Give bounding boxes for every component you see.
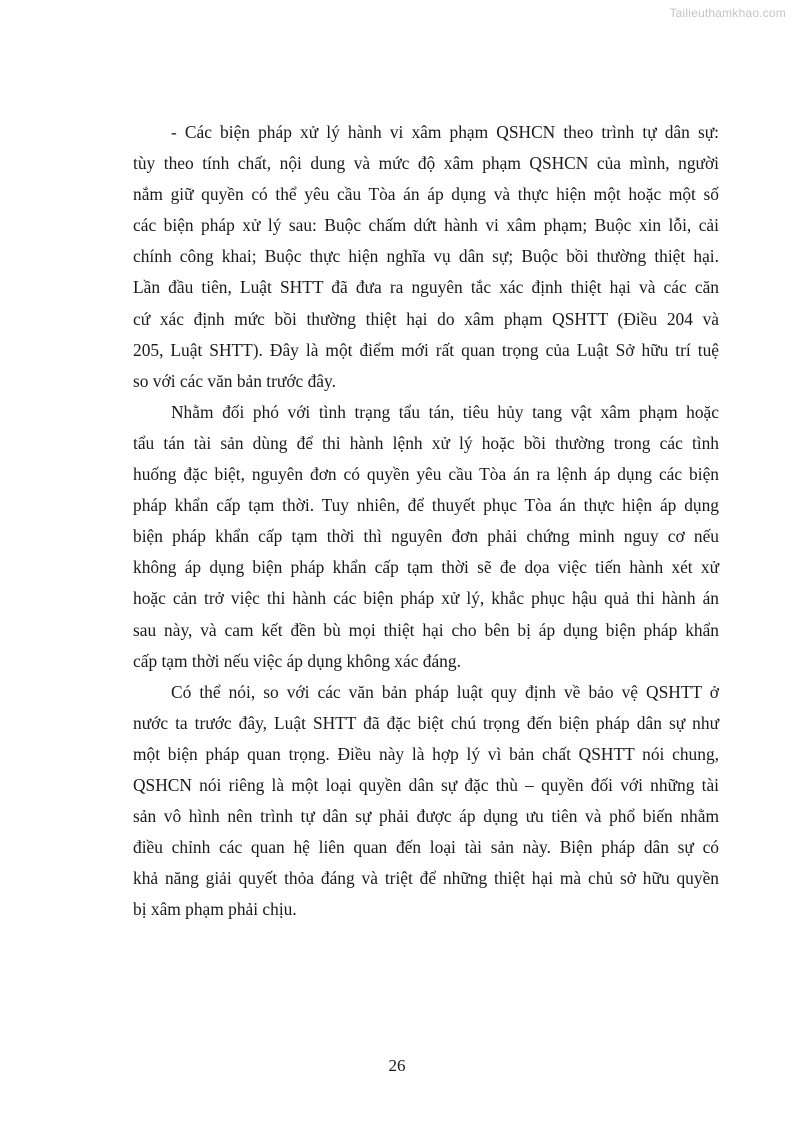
text-line: khả năng giải quyết thỏa đáng và triệt để những thiệt hại mà chủ sở hữu quyền — [133, 868, 719, 889]
text-line: cấp tạm thời nếu việc áp dụng không xác đáng. — [133, 650, 461, 671]
text-line: sản vô hình nên trình tự dân sự phải được áp dụng ưu tiên và phổ biến nhằm — [133, 806, 719, 827]
text-line: tẩu tán tài sản dùng để thi hành lệnh xử lý hoặc bồi thường trong các tình — [133, 432, 719, 453]
page-body — [133, 117, 719, 925]
text-line: QSHCN nói riêng là một loại quyền dân sự đặc thù – quyền đối với những tài — [133, 774, 719, 795]
text-line: các biện pháp xử lý sau: Buộc chấm dứt hành vi xâm phạm; Buộc xin lỗi, cải — [133, 215, 719, 236]
text-line: huống đặc biệt, nguyên đơn có quyền yêu cầu Tòa án ra lệnh áp dụng các biện — [133, 464, 719, 485]
text-line: không áp dụng biện pháp khẩn cấp tạm thời sẽ đe dọa việc tiến hành xét xử — [133, 557, 719, 578]
text-line: điều chỉnh các quan hệ liên quan đến loại tài sản này. Biện pháp dân sự có — [133, 837, 719, 858]
paragraph-conclusion — [133, 677, 719, 926]
text-line: Lần đầu tiên, Luật SHTT đã đưa ra nguyên tắc xác định thiệt hại và các căn — [133, 277, 719, 298]
text-line: Nhằm đối phó với tình trạng tẩu tán, tiêu hủy tang vật xâm phạm hoặc — [171, 401, 719, 422]
text-line: hoặc cản trở việc thi hành các biện pháp xử lý, khắc phục hậu quả thi hành án — [133, 588, 719, 609]
text-line: cứ xác định mức bồi thường thiệt hại do xâm phạm QSHTT (Điều 204 và — [133, 308, 719, 329]
page-number: 26 — [388, 1056, 406, 1075]
text-line: bị xâm phạm phải chịu. — [133, 899, 297, 920]
paragraph-civil-measures — [133, 117, 719, 397]
watermark: Tailieuthamkhao.com — [669, 6, 786, 20]
text-line: sau này, và cam kết đền bù mọi thiệt hại cho bên bị áp dụng biện pháp khẩn — [133, 619, 719, 640]
text-line: biện pháp khẩn cấp tạm thời thì nguyên đơn phải chứng minh nguy cơ nếu — [133, 526, 719, 547]
paragraph-provisional-measures — [133, 397, 719, 677]
text-line: - Các biện pháp xử lý hành vi xâm phạm QSHCN theo trình tự dân sự: — [171, 122, 719, 142]
text-line: nước ta trước đây, Luật SHTT đã đặc biệt chú trọng đến biện pháp dân sự như — [133, 712, 719, 733]
text-line: pháp khẩn cấp tạm thời. Tuy nhiên, để thuyết phục Tòa án thực hiện áp dụng — [133, 495, 719, 516]
text-line: chính công khai; Buộc thực hiện nghĩa vụ dân sự; Buộc bồi thường thiệt hại. — [133, 246, 719, 267]
text-line: nắm giữ quyền có thể yêu cầu Tòa án áp dụng và thực hiện một hoặc một số — [133, 184, 719, 205]
text-line: tùy theo tính chất, nội dung và mức độ xâm phạm QSHCN của mình, người — [133, 153, 719, 174]
text-line: một biện pháp quan trọng. Điều này là hợp lý vì bản chất QSHTT nói chung, — [133, 743, 719, 764]
text-line: Có thể nói, so với các văn bản pháp luật quy định về bảo vệ QSHTT ở — [171, 681, 719, 702]
text-line: so với các văn bản trước đây. — [133, 370, 336, 391]
text-line: 205, Luật SHTT). Đây là một điểm mới rất quan trọng của Luật Sở hữu trí tuệ — [133, 339, 719, 360]
